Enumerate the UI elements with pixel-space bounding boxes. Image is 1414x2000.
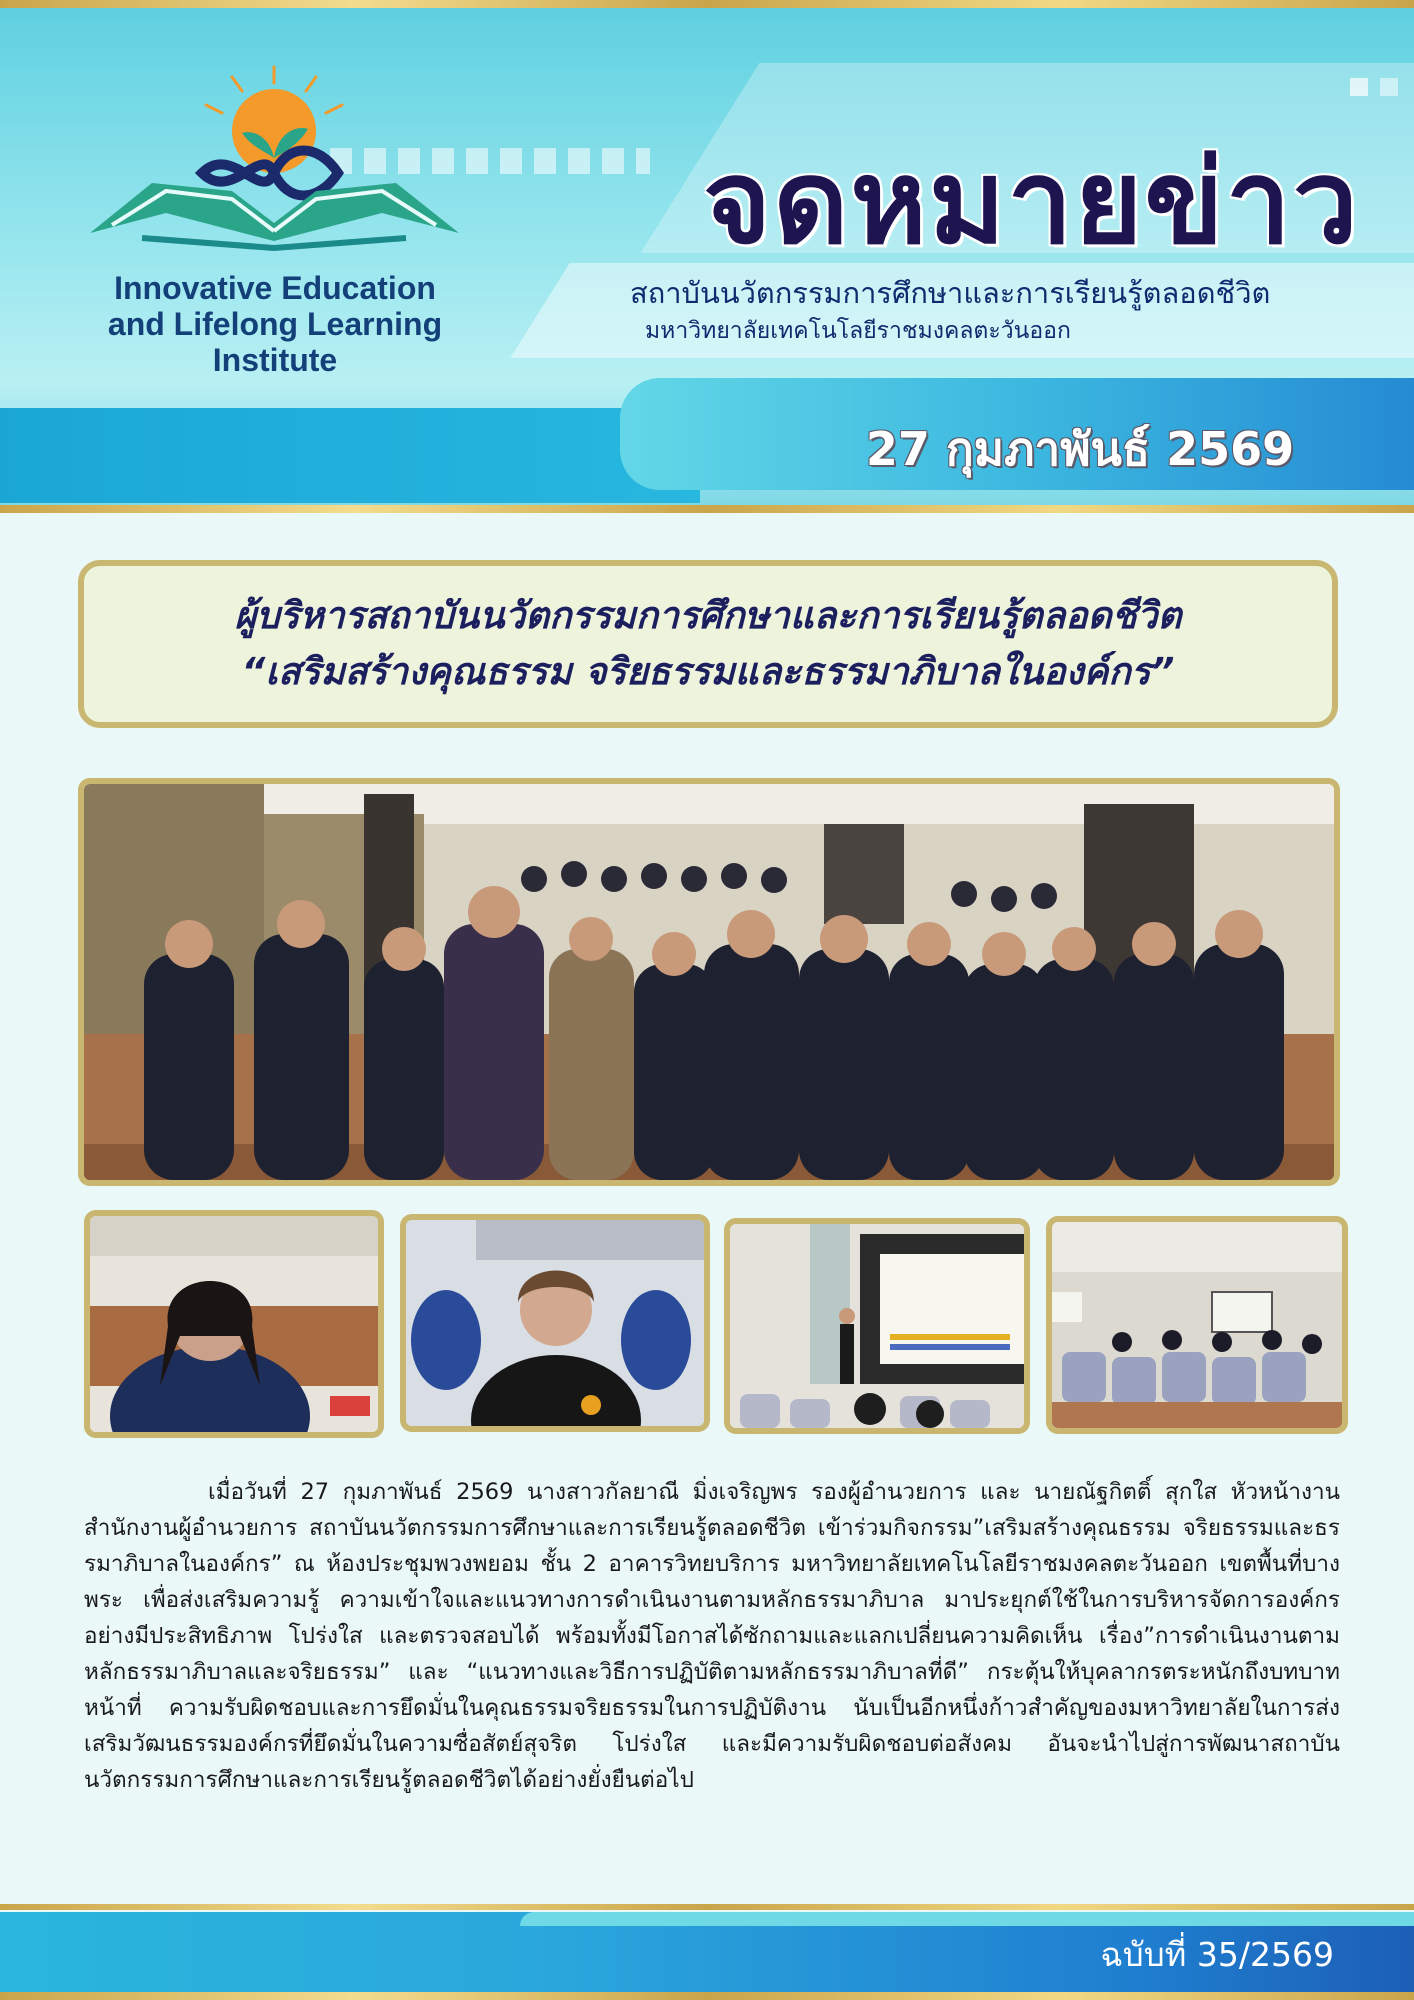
bottom-gold-rule [0, 1992, 1414, 2000]
activity-photo-1-image [90, 1216, 378, 1432]
footer-gold-rule [0, 1904, 1414, 1910]
top-gold-rule [0, 0, 1414, 8]
group-photo [78, 778, 1340, 1186]
issue-date: 27 กุมภาพันธ์ 2569 [865, 422, 1295, 476]
activity-photo-2 [400, 1214, 710, 1432]
article-body: เมื่อวันที่ 27 กุมภาพันธ์ 2569 นางสาวกัลยาณี มิ่งเจริญพร รองผู้อำนวยการ และ นายณัฐกิตติ์ สุกใส หัวหน้างานสำนักงานผู้อำนวยการ สถาบันนวัตกรรมการศึกษาและการเรียนรู้ตลอดชีวิต เข้าร่วมกิจกรรม”เสริมสร้างคุณธรรม จริยธรรมและธรรมาภิบาลในองค์กร” ณ ห้องประชุมพวงพยอม ชั้น 2 อาคารวิทยบริการ มหาวิทยาลัยเทคโนโลยีราชมงคลตะวันออก เขตพื้นที่บางพระ เพื่อส่งเสริมความรู้ ความเข้าใจและแนวทางการดำเนินงานตามหลักธรรมาภิบาล มาประยุกต์ใช้ในการบริหารจัดการองค์กรอย่างมีประสิทธิภาพ โปร่งใส และตรวจสอบได้ พร้อมทั้งมีโอกาสได้ซักถามและแลกเปลี่ยนความคิดเห็น เรื่อง”การดำเนินงานตามหลักธรรมาภิบาลและจริยธรรม” และ “แนวทางและวิธีการปฏิบัติตามหลักธรรมาภิบาลที่ดี” กระตุ้นให้บุคลากรตระหนักถึงบทบาทหน้าที่ ความรับผิดชอบและการยึดมั่นในคุณธรรมจริยธรรมในการปฏิบัติงาน นับเป็นอีกหนึ่งก้าวสำคัญของมหาวิทยาลัยในการส่งเสริมวัฒนธรรมองค์กรที่ยึดมั่นในความซื่อสัตย์สุจริต โปร่งใส และมีความรับผิดชอบต่อสังคม อันจะนำไปสู่การพัฒนาสถาบันนวัตกรรมการศึกษาและการเรียนรู้ตลอดชีวิตได้อย่างยั่งยืนต่อไป [84, 1479, 1340, 1793]
headline-box [78, 560, 1338, 728]
institute-name: สถาบันนวัตกรรมการศึกษาและการเรียนรู้ตลอดชีวิต [630, 276, 1271, 310]
newsletter-header [0, 8, 1414, 508]
activity-photo-1 [84, 1210, 384, 1438]
header-decor-square [1350, 78, 1368, 96]
header-decor-square [1380, 78, 1398, 96]
footer-decor-band [520, 1912, 1414, 1926]
masthead-title: จดหมายข่าว [703, 135, 1360, 270]
activity-photo-4-image [1052, 1222, 1342, 1428]
activity-photo-2-image [406, 1220, 704, 1426]
logo-text-line: Innovative Education [114, 270, 436, 306]
logo-text-line: and Lifelong Learning [107, 306, 443, 342]
headline-line-1: ผู้บริหารสถาบันนวัตกรรมการศึกษาและการเรียนรู้ตลอดชีวิต [234, 594, 1182, 637]
activity-photo-3-image [730, 1224, 1024, 1428]
activity-photo-4 [1046, 1216, 1348, 1434]
institute-logo-icon [82, 63, 467, 253]
activity-photo-3 [724, 1218, 1030, 1434]
header-left-blue-bar [0, 408, 700, 503]
issue-number: ฉบับที่ 35/2569 [1100, 1935, 1334, 1974]
header-gold-rule [0, 505, 1414, 513]
university-name: มหาวิทยาลัยเทคโนโลยีราชมงคลตะวันออก [645, 318, 1071, 344]
institute-logo-text [60, 270, 490, 378]
headline-line-2: “เสริมสร้างคุณธรรม จริยธรรมและธรรมาภิบาลในองค์กร” [241, 650, 1175, 693]
group-photo-image [84, 784, 1334, 1180]
logo-text-line: Institute [212, 342, 338, 378]
